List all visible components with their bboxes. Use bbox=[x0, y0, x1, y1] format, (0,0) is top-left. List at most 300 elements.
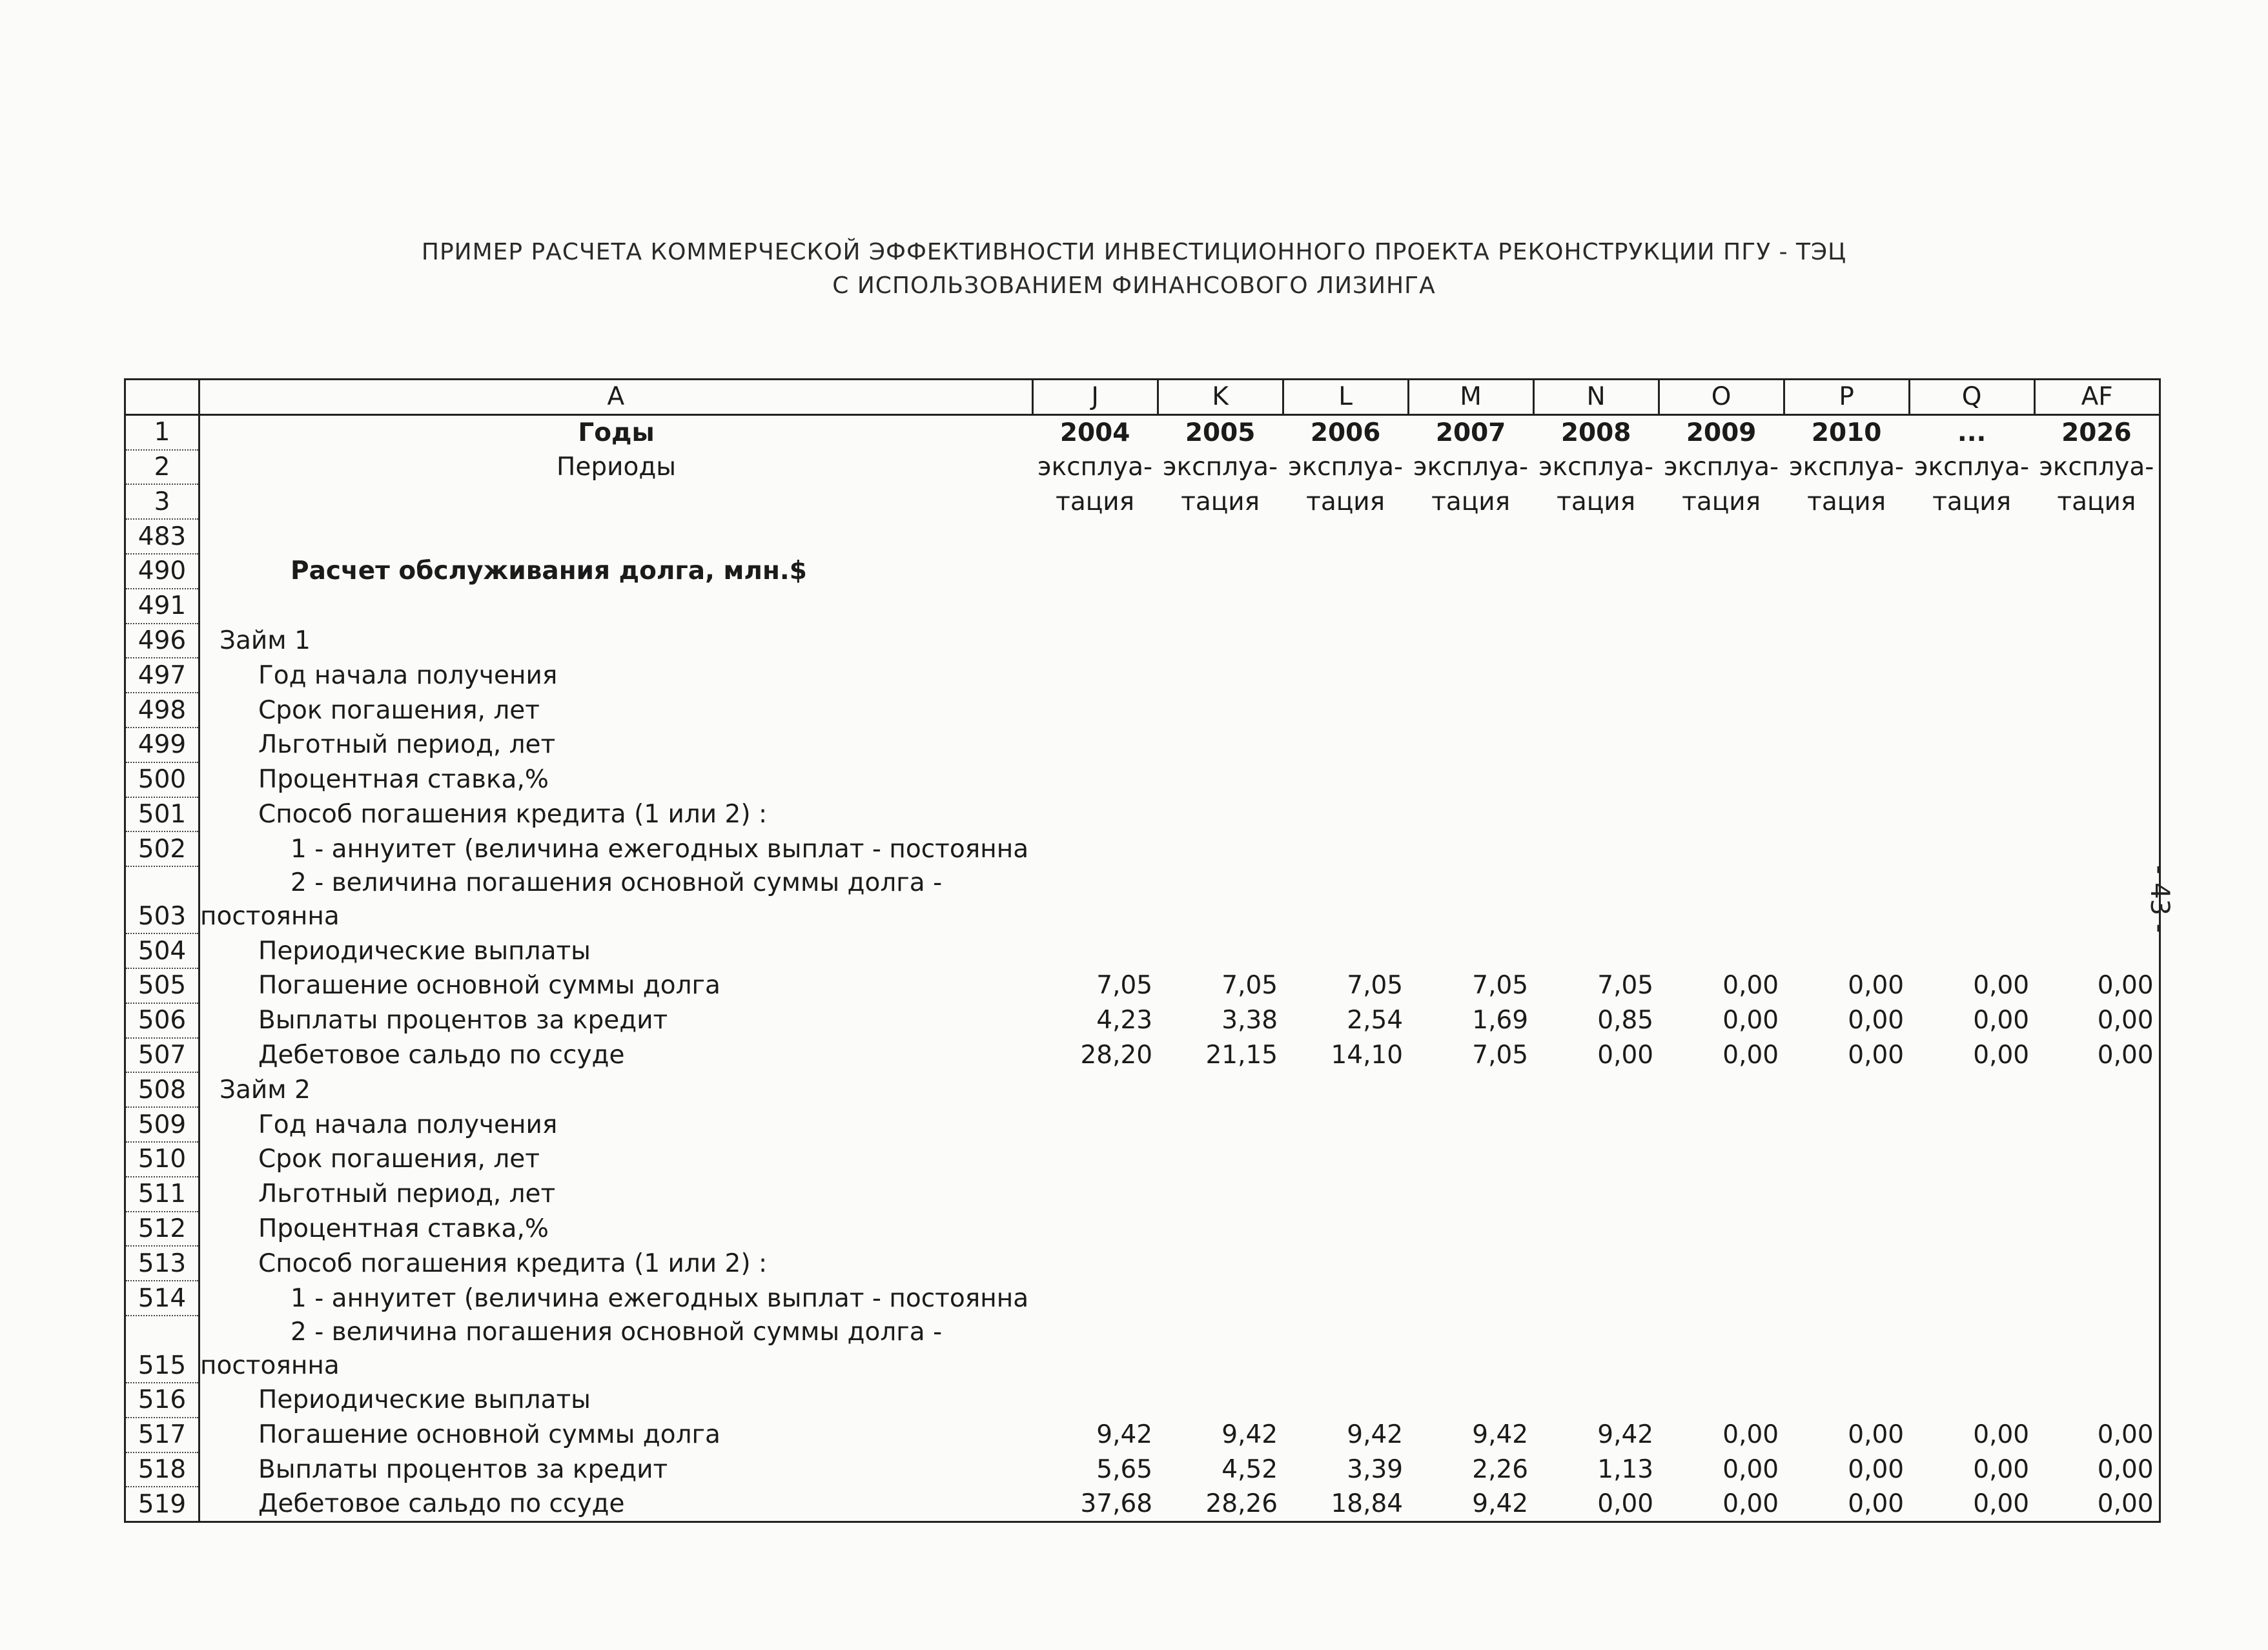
row-number: 501 bbox=[125, 797, 199, 832]
interest-value: 0,00 bbox=[1848, 1006, 1905, 1035]
empty-cell bbox=[1032, 1142, 1158, 1177]
table-row bbox=[125, 1383, 2160, 1418]
balance-value: 9,42 bbox=[1408, 1487, 1533, 1522]
empty-cell bbox=[1283, 554, 1408, 589]
empty-cell bbox=[199, 484, 1033, 519]
empty-cell bbox=[2034, 1142, 2160, 1177]
empty-cell bbox=[1909, 1107, 2034, 1142]
interest-value: 2,54 bbox=[1347, 1006, 1404, 1035]
interest-value: 0,00 bbox=[2034, 1452, 2160, 1487]
empty-cell bbox=[1408, 728, 1533, 762]
loan-periodic: Периодические выплаты bbox=[258, 936, 591, 966]
empty-cell bbox=[1784, 762, 1909, 797]
empty-cell bbox=[2034, 1212, 2160, 1247]
principal-value: 9,42 bbox=[1472, 1420, 1529, 1450]
empty-cell bbox=[1909, 658, 2034, 693]
balance-value: 0,00 bbox=[1973, 1040, 2030, 1070]
empty-cell bbox=[1659, 1107, 1784, 1142]
empty-cell bbox=[1158, 1072, 1283, 1107]
empty-cell bbox=[1158, 1246, 1283, 1281]
loan-name: Займ 1 bbox=[220, 626, 311, 655]
table-row bbox=[125, 866, 2160, 933]
empty-cell bbox=[1158, 866, 1283, 933]
empty-cell bbox=[1659, 831, 1784, 866]
empty-cell bbox=[1659, 1246, 1784, 1281]
period-header: тация bbox=[1557, 487, 1636, 516]
table-row bbox=[125, 797, 2160, 832]
principal-value: 0,00 bbox=[2034, 1418, 2160, 1452]
interest-value: 3,39 bbox=[1347, 1454, 1404, 1484]
principal-value: 9,42 bbox=[1221, 1420, 1278, 1450]
interest-value: 1,13 bbox=[1597, 1454, 1654, 1484]
empty-cell bbox=[1659, 693, 1784, 728]
period-header: тация bbox=[1056, 487, 1135, 516]
row-number: 483 bbox=[125, 519, 199, 554]
empty-cell bbox=[2034, 933, 2160, 968]
empty-cell bbox=[1784, 728, 1909, 762]
empty-cell bbox=[1408, 831, 1533, 866]
balance-label: Дебетовое сальдо по ссуде bbox=[258, 1040, 625, 1070]
empty-cell bbox=[2034, 866, 2160, 933]
empty-cell bbox=[1784, 519, 1909, 554]
principal-value: 7,05 bbox=[1472, 971, 1529, 1001]
table-row bbox=[125, 1072, 2160, 1107]
period-header: эксплуа- bbox=[1914, 452, 2030, 482]
empty-cell bbox=[1408, 1142, 1533, 1177]
empty-cell bbox=[1533, 1316, 1659, 1383]
interest-value: 0,00 bbox=[1722, 1006, 1779, 1035]
period-header: эксплуа- bbox=[1538, 452, 1654, 482]
empty-cell bbox=[1283, 1246, 1408, 1281]
empty-cell bbox=[1408, 1281, 1533, 1316]
empty-cell bbox=[1032, 728, 1158, 762]
column-header: O bbox=[1659, 380, 1784, 415]
table-row bbox=[125, 933, 2160, 968]
row-number: 518 bbox=[125, 1452, 199, 1487]
empty-cell bbox=[1032, 1246, 1158, 1281]
row-number: 498 bbox=[125, 693, 199, 728]
empty-cell bbox=[1909, 624, 2034, 658]
row-number: 507 bbox=[125, 1038, 199, 1073]
empty-cell bbox=[1784, 1316, 1909, 1383]
period-header: тация bbox=[1181, 487, 1260, 516]
empty-cell bbox=[1032, 1072, 1158, 1107]
empty-cell bbox=[2034, 1281, 2160, 1316]
section-title: Расчет обслуживания долга, млн.$ bbox=[291, 556, 807, 586]
empty-cell bbox=[2034, 1383, 2160, 1418]
empty-cell bbox=[1032, 797, 1158, 832]
empty-cell bbox=[1283, 1281, 1408, 1316]
table-row bbox=[125, 658, 2160, 693]
empty-cell bbox=[1408, 658, 1533, 693]
principal-value: 0,00 bbox=[1973, 971, 2030, 1001]
column-header: J bbox=[1032, 380, 1158, 415]
empty-cell bbox=[1784, 1142, 1909, 1177]
empty-cell bbox=[1909, 693, 2034, 728]
empty-cell bbox=[1659, 1177, 1784, 1212]
empty-cell bbox=[1659, 762, 1784, 797]
document-title-line2: С ИСПОЛЬЗОВАНИЕМ ФИНАНСОВОГО ЛИЗИНГА bbox=[832, 272, 1436, 299]
table-row bbox=[125, 1418, 2160, 1452]
empty-cell bbox=[1032, 866, 1158, 933]
loan-grace: Льготный период, лет bbox=[258, 730, 556, 760]
principal-value: 0,00 bbox=[2034, 968, 2160, 1003]
empty-cell bbox=[1784, 1246, 1909, 1281]
row-number: 3 bbox=[125, 484, 199, 519]
principal-value: 0,00 bbox=[1722, 971, 1779, 1001]
empty-cell bbox=[1533, 1107, 1659, 1142]
empty-cell bbox=[1659, 1316, 1784, 1383]
empty-cell bbox=[1533, 797, 1659, 832]
interest-value: 3,38 bbox=[1221, 1006, 1278, 1035]
balance-value: 0,00 bbox=[2034, 1038, 2160, 1073]
empty-cell bbox=[1909, 1212, 2034, 1247]
empty-cell bbox=[1158, 762, 1283, 797]
empty-cell bbox=[1659, 1212, 1784, 1247]
row-number: 503 bbox=[125, 866, 199, 933]
empty-cell bbox=[1909, 554, 2034, 589]
table-row bbox=[125, 728, 2160, 762]
empty-cell bbox=[1659, 1281, 1784, 1316]
balance-value: 0,00 bbox=[1848, 1040, 1905, 1070]
table-row bbox=[125, 762, 2160, 797]
row-number: 512 bbox=[125, 1212, 199, 1247]
empty-cell bbox=[1909, 519, 2034, 554]
year-header: 2008 bbox=[1560, 418, 1631, 447]
empty-cell bbox=[1533, 658, 1659, 693]
table-row bbox=[125, 450, 2160, 485]
balance-value: 0,00 bbox=[1722, 1040, 1779, 1070]
balance-value: 0,00 bbox=[2034, 1487, 2160, 1522]
table-row bbox=[125, 1038, 2160, 1073]
loan-rate: Процентная ставка,% bbox=[258, 1214, 549, 1243]
principal-label: Погашение основной суммы долга bbox=[258, 971, 720, 1001]
empty-cell bbox=[1283, 797, 1408, 832]
row-number: 504 bbox=[125, 933, 199, 968]
empty-cell bbox=[1283, 933, 1408, 968]
empty-cell bbox=[1784, 797, 1909, 832]
page-number: - 43 - bbox=[2145, 865, 2174, 933]
empty-cell bbox=[1408, 519, 1533, 554]
years-label: Годы bbox=[578, 418, 655, 447]
interest-value: 4,52 bbox=[1221, 1454, 1278, 1484]
empty-cell bbox=[1408, 866, 1533, 933]
empty-cell bbox=[1659, 658, 1784, 693]
balance-value: 14,10 bbox=[1331, 1040, 1404, 1070]
principal-value: 7,05 bbox=[1347, 971, 1404, 1001]
empty-cell bbox=[1158, 1316, 1283, 1383]
interest-value: 5,65 bbox=[1096, 1454, 1153, 1484]
period-header: тация bbox=[1306, 487, 1385, 516]
empty-cell bbox=[2034, 589, 2160, 624]
empty-cell bbox=[2034, 519, 2160, 554]
empty-cell bbox=[1158, 831, 1283, 866]
empty-cell bbox=[1659, 519, 1784, 554]
empty-cell bbox=[1032, 1212, 1158, 1247]
row-number: 502 bbox=[125, 831, 199, 866]
empty-cell bbox=[1283, 728, 1408, 762]
period-header: эксплуа- bbox=[1413, 452, 1529, 482]
period-header: тация bbox=[1682, 487, 1761, 516]
loan-name: Займ 2 bbox=[220, 1075, 311, 1105]
empty-cell bbox=[1784, 1281, 1909, 1316]
period-header: эксплуа- bbox=[1037, 452, 1153, 482]
balance-value: 0,00 bbox=[1597, 1040, 1654, 1070]
empty-cell bbox=[1659, 1142, 1784, 1177]
interest-value: 0,00 bbox=[1973, 1006, 2030, 1035]
empty-cell bbox=[1784, 658, 1909, 693]
principal-value: 7,05 bbox=[1597, 971, 1654, 1001]
interest-value: 0,00 bbox=[1848, 1454, 1905, 1484]
interest-value: 0,00 bbox=[1722, 1454, 1779, 1484]
empty-cell bbox=[1032, 693, 1158, 728]
empty-cell bbox=[1032, 624, 1158, 658]
empty-cell bbox=[1659, 624, 1784, 658]
table-row bbox=[125, 1246, 2160, 1281]
empty-cell bbox=[1533, 933, 1659, 968]
empty-cell bbox=[1032, 933, 1158, 968]
empty-cell bbox=[1283, 1107, 1408, 1142]
empty-cell bbox=[1408, 624, 1533, 658]
loan-option2-line2: постоянна bbox=[200, 902, 340, 932]
balance-label: Дебетовое сальдо по ссуде bbox=[199, 1487, 1033, 1522]
year-header: 2026 bbox=[2034, 414, 2160, 449]
empty-cell bbox=[1283, 658, 1408, 693]
column-header: N bbox=[1533, 380, 1659, 415]
empty-cell bbox=[1408, 797, 1533, 832]
empty-cell bbox=[1032, 762, 1158, 797]
principal-value: 0,00 bbox=[1973, 1420, 2030, 1450]
empty-cell bbox=[1659, 1383, 1784, 1418]
row-number: 491 bbox=[125, 589, 199, 624]
principal-value: 0,00 bbox=[1722, 1420, 1779, 1450]
empty-cell bbox=[1909, 1246, 2034, 1281]
empty-cell bbox=[1283, 1212, 1408, 1247]
empty-cell bbox=[1909, 728, 2034, 762]
column-header: L bbox=[1283, 380, 1408, 415]
row-number: 517 bbox=[125, 1418, 199, 1452]
loan-periodic: Периодические выплаты bbox=[258, 1385, 591, 1415]
row-number: 515 bbox=[125, 1316, 199, 1383]
row-number: 516 bbox=[125, 1383, 199, 1418]
empty-cell bbox=[1158, 1142, 1283, 1177]
row-number: 1 bbox=[125, 414, 199, 449]
empty-cell bbox=[1533, 1212, 1659, 1247]
interest-value: 0,85 bbox=[1597, 1006, 1654, 1035]
empty-cell bbox=[1533, 866, 1659, 933]
row-number: 490 bbox=[125, 554, 199, 589]
empty-cell bbox=[1032, 589, 1158, 624]
period-header: эксплуа- bbox=[1288, 452, 1404, 482]
empty-cell bbox=[1283, 519, 1408, 554]
principal-value: 9,42 bbox=[1347, 1420, 1404, 1450]
balance-value: 0,00 bbox=[1659, 1487, 1784, 1522]
table-row bbox=[125, 1177, 2160, 1212]
principal-value: 7,05 bbox=[1221, 971, 1278, 1001]
loan-term: Срок погашения, лет bbox=[258, 695, 540, 725]
principal-value: 0,00 bbox=[1848, 1420, 1905, 1450]
loan-term: Срок погашения, лет bbox=[258, 1145, 540, 1174]
empty-cell bbox=[1408, 933, 1533, 968]
column-header: P bbox=[1784, 380, 1909, 415]
table-row bbox=[125, 484, 2160, 519]
empty-cell bbox=[1909, 1281, 2034, 1316]
empty-cell bbox=[1032, 1383, 1158, 1418]
row-number: 2 bbox=[125, 450, 199, 485]
balance-value: 21,15 bbox=[1205, 1040, 1278, 1070]
row-number: 510 bbox=[125, 1142, 199, 1177]
empty-cell bbox=[2034, 728, 2160, 762]
period-header: тация bbox=[1431, 487, 1511, 516]
row-number: 496 bbox=[125, 624, 199, 658]
empty-cell bbox=[1032, 1281, 1158, 1316]
empty-cell bbox=[1158, 1383, 1283, 1418]
empty-cell bbox=[1909, 1383, 2034, 1418]
table-row bbox=[125, 968, 2160, 1003]
empty-cell bbox=[1784, 1177, 1909, 1212]
balance-value: 28,26 bbox=[1158, 1487, 1283, 1522]
empty-cell bbox=[1408, 1177, 1533, 1212]
table-row bbox=[125, 589, 2160, 624]
empty-cell bbox=[2034, 624, 2160, 658]
empty-cell bbox=[1784, 933, 1909, 968]
empty-cell bbox=[2034, 1107, 2160, 1142]
loan-method: Способ погашения кредита (1 или 2) : bbox=[258, 799, 768, 829]
empty-cell bbox=[1533, 1383, 1659, 1418]
empty-cell bbox=[1784, 866, 1909, 933]
empty-cell bbox=[2034, 1316, 2160, 1383]
empty-cell bbox=[2034, 658, 2160, 693]
empty-cell bbox=[1283, 624, 1408, 658]
interest-label: Выплаты процентов за кредит bbox=[258, 1454, 668, 1484]
empty-cell bbox=[1533, 1246, 1659, 1281]
empty-cell bbox=[2034, 797, 2160, 832]
empty-cell bbox=[1784, 1212, 1909, 1247]
empty-cell bbox=[1533, 519, 1659, 554]
empty-cell bbox=[1158, 933, 1283, 968]
year-header: 2004 bbox=[1059, 418, 1130, 447]
empty-cell bbox=[1909, 831, 2034, 866]
empty-cell bbox=[1659, 933, 1784, 968]
table-row bbox=[125, 519, 2160, 554]
empty-cell bbox=[1408, 693, 1533, 728]
period-header: тация bbox=[2034, 484, 2160, 519]
table-row bbox=[125, 1003, 2160, 1038]
empty-cell bbox=[1909, 589, 2034, 624]
document-title-line1: ПРИМЕР РАСЧЕТА КОММЕРЧЕСКОЙ ЭФФЕКТИВНОСТИ ИНВЕСТИЦИОННОГО ПРОЕКТА РЕКОНСТРУКЦИИ ПГУ - ТЭЦ bbox=[421, 239, 1847, 265]
table-row bbox=[125, 1487, 2160, 1522]
empty-cell bbox=[1659, 728, 1784, 762]
empty-cell bbox=[199, 589, 1033, 624]
empty-cell bbox=[1283, 762, 1408, 797]
empty-cell bbox=[1533, 1142, 1659, 1177]
balance-value: 0,00 bbox=[1533, 1487, 1659, 1522]
empty-cell bbox=[1784, 589, 1909, 624]
table-row bbox=[125, 1142, 2160, 1177]
row-number: 499 bbox=[125, 728, 199, 762]
table-row bbox=[125, 1281, 2160, 1316]
loan-option2 bbox=[199, 866, 1033, 933]
interest-label: Выплаты процентов за кредит bbox=[258, 1006, 668, 1035]
interest-value: 2,26 bbox=[1472, 1454, 1529, 1484]
period-header: эксплуа- bbox=[1163, 452, 1278, 482]
empty-cell bbox=[1784, 1383, 1909, 1418]
empty-cell bbox=[1408, 1072, 1533, 1107]
year-header: 2005 bbox=[1185, 418, 1256, 447]
empty-cell bbox=[1032, 1107, 1158, 1142]
empty-cell bbox=[1909, 1177, 2034, 1212]
loan-method: Способ погашения кредита (1 или 2) : bbox=[258, 1248, 768, 1278]
empty-cell bbox=[1158, 589, 1283, 624]
empty-cell bbox=[1408, 1107, 1533, 1142]
empty-cell bbox=[1408, 1212, 1533, 1247]
row-number: 508 bbox=[125, 1072, 199, 1107]
period-header: тация bbox=[1807, 487, 1886, 516]
table-row bbox=[125, 1107, 2160, 1142]
period-header: эксплуа- bbox=[2034, 450, 2160, 485]
period-header: эксплуа- bbox=[1664, 452, 1779, 482]
empty-cell bbox=[1784, 693, 1909, 728]
empty-cell bbox=[1158, 1281, 1283, 1316]
empty-cell bbox=[2034, 1177, 2160, 1212]
empty-cell bbox=[1158, 658, 1283, 693]
empty-cell bbox=[1659, 1072, 1784, 1107]
table-row bbox=[125, 414, 2160, 449]
interest-value: 1,69 bbox=[1472, 1006, 1529, 1035]
loan-start-year: Год начала получения bbox=[258, 660, 558, 690]
empty-cell bbox=[1909, 1072, 2034, 1107]
loan-rate: Процентная ставка,% bbox=[258, 765, 549, 795]
empty-cell bbox=[1784, 1107, 1909, 1142]
empty-cell bbox=[1283, 866, 1408, 933]
table-row bbox=[125, 1452, 2160, 1487]
empty-cell bbox=[1158, 1212, 1283, 1247]
empty-cell bbox=[1158, 1177, 1283, 1212]
row-number: 500 bbox=[125, 762, 199, 797]
empty-cell bbox=[1784, 831, 1909, 866]
principal-value: 9,42 bbox=[1096, 1420, 1153, 1450]
empty-cell bbox=[1283, 1316, 1408, 1383]
year-header: ... bbox=[1957, 418, 1987, 447]
empty-cell bbox=[1408, 1383, 1533, 1418]
empty-cell bbox=[1032, 554, 1158, 589]
empty-cell bbox=[1784, 1072, 1909, 1107]
interest-value: 0,00 bbox=[1973, 1454, 2030, 1484]
balance-value: 0,00 bbox=[1909, 1487, 2034, 1522]
empty-cell bbox=[1032, 1177, 1158, 1212]
column-header: A bbox=[199, 380, 1033, 415]
row-number: 513 bbox=[125, 1246, 199, 1281]
principal-value: 7,05 bbox=[1096, 971, 1153, 1001]
empty-cell bbox=[1784, 624, 1909, 658]
empty-cell bbox=[1408, 554, 1533, 589]
spreadsheet-table bbox=[124, 378, 2161, 1523]
empty-cell bbox=[1032, 658, 1158, 693]
empty-cell bbox=[1784, 554, 1909, 589]
empty-cell bbox=[1659, 797, 1784, 832]
empty-cell bbox=[2034, 554, 2160, 589]
empty-cell bbox=[1032, 1316, 1158, 1383]
row-number: 514 bbox=[125, 1281, 199, 1316]
loan-option1: 1 - аннуитет (величина ежегодных выплат - постоянна bbox=[291, 834, 1029, 864]
empty-cell bbox=[1158, 693, 1283, 728]
empty-cell bbox=[1533, 693, 1659, 728]
interest-value: 0,00 bbox=[2034, 1003, 2160, 1038]
row-number: 505 bbox=[125, 968, 199, 1003]
empty-cell bbox=[1408, 1316, 1533, 1383]
balance-value: 7,05 bbox=[1472, 1040, 1529, 1070]
table-row bbox=[125, 693, 2160, 728]
